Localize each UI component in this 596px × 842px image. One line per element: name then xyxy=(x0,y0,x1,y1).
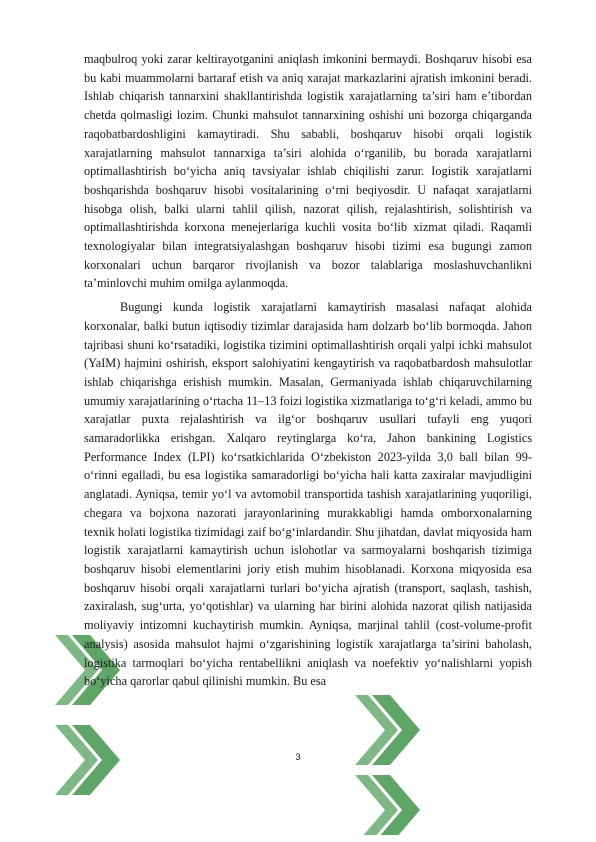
paragraph-continued: maqbulroq yoki zarar keltirayotganini aniqlash imkonini bermaydi. Boshqaruv hisobi esa bu kabi muammolarni bartaraf etish va aniq xarajat markazlarini ajratish imkonini beradi. Ishlab chiqarish tannarxini shakllantirishda logistik xarajatlarning ta’siri ham e’tibordan chetda qolmasligi lozim. Chunki mahsulot tannarxining oshishi uni bozorga chiqarganda raqobatbardoshligini kamaytiradi. Shu sababli, boshqaruv hisobi orqali logistik xarajatlarning mahsulot tannarxiga ta’siri alohida o‘rganilib, bu borada xarajatlarni optimallashtirish bo‘yicha aniq tavsiyalar ishlab chiqilishi zarur. Iogistik xarajatlarni boshqarishda boshqaruv hisobi vositalarining o‘rni beqiyosdir. U nafaqat xarajatlarni hisobga olish, balki ularni tahlil qilish, nazorat qilish, rejalashtirish, solishtirish va optimallashtirishda korxona menejerlariga kuchli vosita bo‘lib xizmat qiladi. Raqamli texnologiyalar bilan integratsiyalashgan boshqaruv hisobi tizimi esa bugungi zamon korxonalari uchun barqaror rivojlanish va bozor talablariga moslashuvchanlikni ta’minlovchi muhim omilga aylanmoqda. xyxy=(84,52,532,291)
paragraph: Bugungi kunda logistik xarajatlarni kamaytirish masalasi nafaqat alohida korxonalar, balki butun iqtisodiy tizimlar darajasida ham dolzarb bo‘lib bormoqda. Jahon tajribasi shuni ko‘rsatadiki, logistika tizimini optimallashtirish orqali yalpi ichki mahsulot (YaIM) hajmini oshirish, eksport salohiyatini kengaytirish va raqobatbardosh mahsulotlar ishlab chiqarishga erishish mumkin. Masalan, Germaniyada ishlab chiqaruvchilarning umumiy xarajatlarining o‘rtacha 11–13 foizi logistika xizmatlariga to‘g‘ri keladi, ammo bu xarajatlar puxta rejalashtirish va ilg‘or boshqaruv usullari tufayli eng yuqori samaradorlikka erishgan. Xalqaro reytinglarga ko‘ra, Jahon bankining Logistics Performance Index (LPI) ko‘rsatkichlarida O‘zbekiston 2023-yilda 3,0 ball bilan 99-o‘rinni egalladi, bu esa logistika samaradorligi bo‘yicha hali katta zaxiralar mavjudligini anglatadi. Ayniqsa, temir yo‘l va avtomobil transportida tashish xarajatlarining yuqoriligi, chegara va bojxona nazorati jarayonlarining murakkabligi hamda omborxonalarning texnik holati logistika tizimidagi zaif bo‘g‘inlardandir. Shu jihatdan, davlat miqyosida ham logistik xarajatlarni kamaytirish uchun islohotlar va sarmoyalarni boshqarish tizimiga boshqaruv hisobi elementlarini joriy etish muhim hisoblanadi. Korxona miqyosida esa boshqaruv hisobi orqali xarajatlarni turlari bo‘yicha ajratish (transport, saqlash, tashish, zaxiralash, sug‘urta, yo‘qotishlar) va ularning har birini alohida nazorat qilish natijasida moliyaviy intizomni kuchaytirish mumkin. Ayniqsa, marjinal tahlil (cost-volume-profit analysis) asosida mahsulot hajmi o‘zgarishining logistik xarajatlarga ta’sirini baholash, logistika tarmoqlari bo‘yicha rentabellikni aniqlash va noefektiv yo‘nalishlarni yopish bo‘yicha qarorlar qabul qilinishi mumkin. Bu esa xyxy=(84,300,532,689)
page-number: 3 xyxy=(295,752,301,763)
body-text xyxy=(84,50,532,696)
